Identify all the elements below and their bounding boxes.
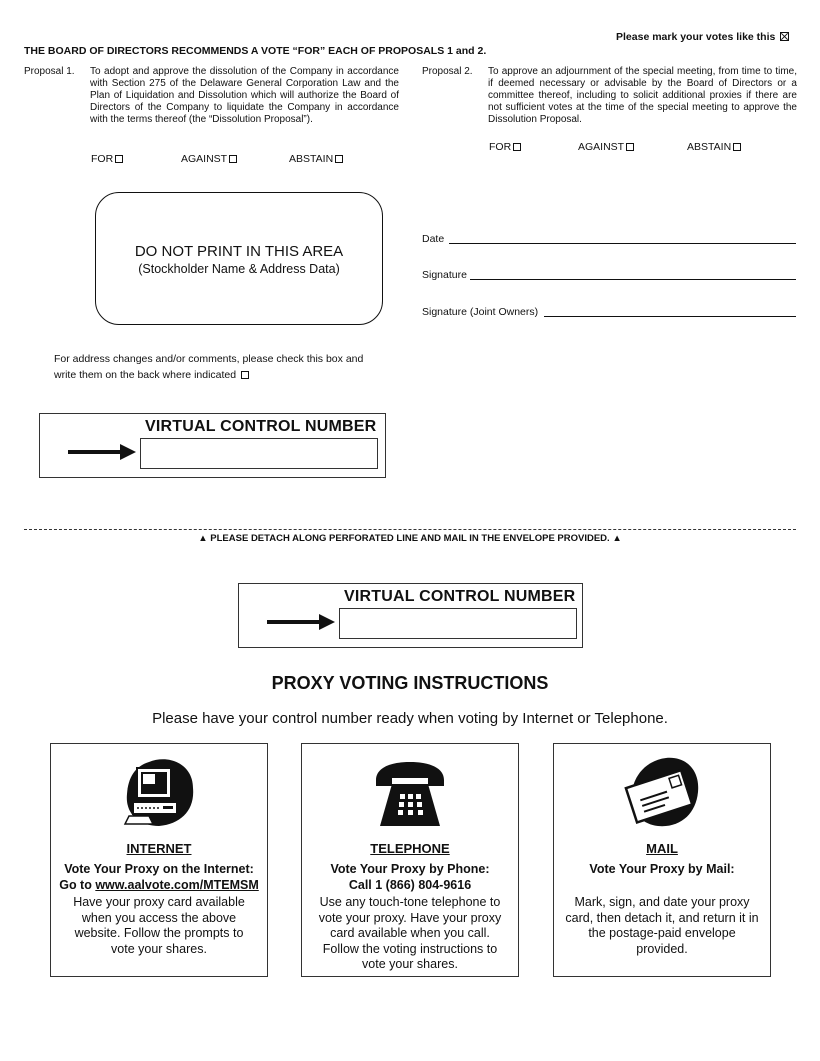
instructions-title: PROXY VOTING INSTRUCTIONS xyxy=(271,673,549,693)
telephone-body-line: Use any touch-tone telephone to xyxy=(319,895,501,909)
signature-field[interactable] xyxy=(470,279,796,280)
mail-subtitle xyxy=(558,861,766,877)
mail-voting-panel xyxy=(553,743,771,977)
arrow-right-icon xyxy=(267,612,337,632)
address-change-line1: For address changes and/or comments, please check this box and xyxy=(54,353,364,365)
proposal-1-abstain-label: ABSTAIN xyxy=(289,153,334,165)
joint-signature-label: Signature (Joint Owners) xyxy=(422,306,539,318)
telephone-sub1: Vote Your Proxy by Phone: xyxy=(330,862,490,876)
vote-mark-label: Please mark your votes like this xyxy=(616,31,776,43)
joint-signature-field[interactable] xyxy=(544,316,796,317)
proposal-1-text: To adopt and approve the dissolution of the Company in accordance with Section 275 of the Delaware General Corporation Law and the Plan of Liquidation and Dissolution which will authorize the Board of Directors of the Company to liquidate the Company in accordance with the terms thereof (the “Dissolution Proposal”). xyxy=(90,66,399,125)
telephone-body-line: vote your shares. xyxy=(362,957,458,971)
mail-body-line: the postage-paid envelope xyxy=(588,926,736,940)
address-change-note xyxy=(54,351,363,383)
internet-voting-panel xyxy=(50,743,268,977)
address-area-note: (Stockholder Name & Address Data) xyxy=(138,262,340,276)
telephone-number[interactable]: Call 1 (866) 804-9616 xyxy=(348,878,472,892)
mail-body-line: provided. xyxy=(636,941,688,956)
proposal-1-against-option[interactable] xyxy=(181,153,237,165)
internet-instructions xyxy=(59,895,259,957)
internet-voting-link[interactable]: www.aalvote.com/MTEMSM xyxy=(95,878,259,892)
envelope-icon xyxy=(622,754,702,834)
date-field[interactable] xyxy=(449,243,796,244)
proposal-2-options xyxy=(489,141,789,155)
control-number-box-top xyxy=(39,413,386,478)
telephone-body-line: vote your proxy. Have your proxy xyxy=(318,910,502,925)
proposal-1-against-label: AGAINST xyxy=(181,153,228,165)
proposal-1-options xyxy=(91,153,421,167)
proposal-1-label: Proposal 1. xyxy=(24,66,75,77)
signature-label: Signature xyxy=(422,269,467,281)
date-label: Date xyxy=(422,233,445,245)
proposal-1-abstain-checkbox[interactable] xyxy=(335,155,343,163)
telephone-icon xyxy=(370,754,450,834)
proposal-2-abstain-label: ABSTAIN xyxy=(687,141,732,153)
address-change-line2: write them on the back where indicated xyxy=(54,369,237,381)
control-number-box-bottom xyxy=(238,583,583,648)
proposal-1-abstain-option[interactable] xyxy=(289,153,343,165)
telephone-body-line: Follow the voting instructions to xyxy=(322,941,498,956)
telephone-subtitle xyxy=(306,861,514,893)
proposal-1-for-label: FOR xyxy=(91,153,114,165)
instructions-subtitle: Please have your control number ready when voting by Internet or Telephone. xyxy=(152,710,668,727)
up-triangle-icon: ▲ xyxy=(612,533,622,544)
computer-icon xyxy=(119,754,199,834)
telephone-body-line: card available when you call. xyxy=(330,926,490,940)
arrow-right-icon xyxy=(68,442,138,462)
mail-body-line: card, then detach it, and return it in xyxy=(565,910,759,925)
internet-subtitle xyxy=(55,861,263,893)
control-number-input-top[interactable] xyxy=(140,438,378,469)
detach-instruction xyxy=(0,533,820,544)
mail-title: MAIL xyxy=(646,841,678,856)
internet-body-line: when you access the above xyxy=(81,910,237,925)
internet-sub1: Vote Your Proxy on the Internet: xyxy=(64,862,254,876)
proposal-2-for-checkbox[interactable] xyxy=(513,143,521,151)
proposal-2-for-option[interactable] xyxy=(489,141,521,153)
internet-body-line: Have your proxy card available xyxy=(73,895,245,909)
proposal-2-label: Proposal 2. xyxy=(422,66,473,77)
internet-body-line: vote your shares. xyxy=(111,941,207,956)
control-number-title-bottom: VIRTUAL CONTROL NUMBER xyxy=(344,588,576,605)
mail-body-line: Mark, sign, and date your proxy xyxy=(574,895,750,909)
proposal-2-against-label: AGAINST xyxy=(578,141,625,153)
mail-instructions xyxy=(562,895,762,957)
proposal-2-abstain-checkbox[interactable] xyxy=(733,143,741,151)
control-number-title-top: VIRTUAL CONTROL NUMBER xyxy=(145,418,377,435)
internet-title: INTERNET xyxy=(126,841,192,856)
internet-body-line: website. Follow the prompts to xyxy=(74,926,244,940)
proposal-2-text: To approve an adjournment of the special meeting, from time to time, if deemed necessary or advisable by the Board of Directors or a committee thereof, including to solicit additional proxies if there are not sufficient votes at the time of the special meeting to approve the Dissolution Proposal. xyxy=(488,66,797,125)
vote-mark-instruction xyxy=(616,31,789,43)
telephone-title: TELEPHONE xyxy=(370,841,450,856)
telephone-instructions xyxy=(310,895,510,973)
detach-text: PLEASE DETACH ALONG PERFORATED LINE AND MAIL IN THE ENVELOPE PROVIDED. xyxy=(210,533,610,544)
proposal-2-against-option[interactable] xyxy=(578,141,634,153)
proposal-1-for-checkbox[interactable] xyxy=(115,155,123,163)
proposal-2-abstain-option[interactable] xyxy=(687,141,741,153)
address-area-warning: DO NOT PRINT IN THIS AREA xyxy=(134,243,344,260)
internet-go-to: Go to xyxy=(59,878,96,892)
control-number-input-bottom[interactable] xyxy=(339,608,577,639)
proposal-1-for-option[interactable] xyxy=(91,153,123,165)
proposal-1-against-checkbox[interactable] xyxy=(229,155,237,163)
marked-checkbox-sample-icon xyxy=(780,32,789,41)
board-recommendation: THE BOARD OF DIRECTORS RECOMMENDS A VOTE “FOR” EACH OF PROPOSALS 1 and 2. xyxy=(24,45,487,57)
address-change-checkbox[interactable] xyxy=(241,371,249,379)
stockholder-address-area xyxy=(95,192,383,325)
telephone-voting-panel xyxy=(301,743,519,977)
mail-sub1: Vote Your Proxy by Mail: xyxy=(589,862,735,876)
proposal-2-for-label: FOR xyxy=(489,141,512,153)
perforated-line xyxy=(24,529,796,530)
up-triangle-icon: ▲ xyxy=(198,533,208,544)
proposal-2-against-checkbox[interactable] xyxy=(626,143,634,151)
